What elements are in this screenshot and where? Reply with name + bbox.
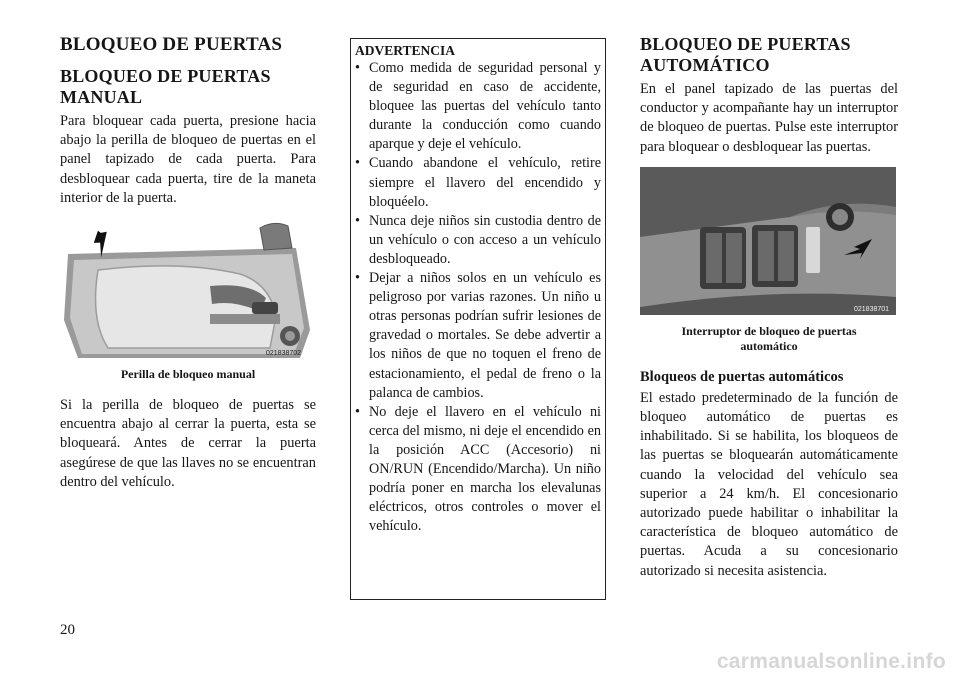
warning-list — [355, 59, 601, 536]
warning-box — [350, 38, 606, 600]
manual-lock-followup: Si la perilla de bloqueo de puertas se encuentra abajo al cerrar la puerta, esta se bloqueará. Antes de cerrar la puerta asegúrese de que las llaves no se encuentran dentro del vehículo. — [60, 397, 316, 490]
figure-code-left: 021838702 — [266, 350, 302, 358]
auto-lock-heading: BLOQUEO DE PUERTAS AUTOMÁTICO — [640, 34, 851, 75]
warning-item: • Dejar a niños solos en un vehículo es peligroso por varias razones. Un niño u otras personas podrían sufrir lesiones de gravedad o mortales. Se debe advertir a los niños de que no toquen el freno de estacionamiento, el pedal de freno o la palanca de cambios. — [355, 269, 601, 403]
right-column — [640, 34, 898, 581]
warning-item: • Nunca deje niños sin custodia dentro de un vehículo o con acceso a un vehículo desbloqueado. — [355, 212, 601, 269]
figure-caption-left: Perilla de bloqueo manual — [120, 367, 256, 382]
warning-item: • No deje el llavero en el vehículo ni cerca del mismo, ni deje el encendido en la posición ACC (Accesorio) ni ON/RUN (Encendido/Marcha). Un niño podría poner en marcha los elevalunas eléctricos, otros controles o mover el vehículo. — [355, 403, 601, 537]
figure-caption-right: Interruptor de bloqueo de puertas automático — [681, 323, 857, 353]
door-panel-illustration — [60, 220, 316, 358]
warning-item: • Cuando abandone el vehículo, retire siempre el llavero del encendido y bloquéelo. — [355, 154, 601, 211]
page-title: BLOQUEO DE PUERTAS — [60, 34, 283, 55]
manual-lock-heading: BLOQUEO DE PUERTAS MANUAL — [60, 66, 271, 107]
door-switch-illustration — [640, 167, 896, 315]
page-number: 20 — [60, 622, 75, 638]
watermark-text: carmanualsonline.info — [716, 650, 946, 673]
switch-figure — [640, 167, 898, 320]
door-panel-figure — [60, 220, 316, 363]
left-column — [60, 34, 316, 492]
manual-lock-intro: Para bloquear cada puerta, presione hacia abajo la perilla de bloqueo de puertas en el panel tapizado de cada puerta. Para desbloquear cada puerta, tire de la maneta interior de la puerta. — [60, 113, 316, 206]
auto-locks-body: El estado predeterminado de la función de bloqueo automático de puertas es inhabilitado. Si se habilita, los bloqueos de las puertas se bloquearán automáticamente cuando la velocidad del vehículo sea superior a 24 km/h. El concesionario autorizado puede habilitar o inhabilitar la característica de bloqueo automático de puertas. Acuda a su concesionario autorizado si necesita asistencia. — [640, 389, 898, 579]
auto-lock-intro: En el panel tapizado de las puertas del conductor y acompañante hay un interruptor de bloqueo de puertas. Pulse este interruptor para bloquear o desbloquear las puertas. — [640, 81, 898, 155]
warning-title: ADVERTENCIA — [355, 43, 456, 58]
figure-code-right: 021838701 — [854, 305, 890, 313]
warning-item: • Como medida de seguridad personal y de seguridad en caso de accidente, bloquee las puertas del vehículo tanto durante la conducción como cuando aparque y deje el vehículo. — [355, 59, 601, 154]
auto-locks-subheading: Bloqueos de puertas automáticos — [640, 368, 844, 385]
